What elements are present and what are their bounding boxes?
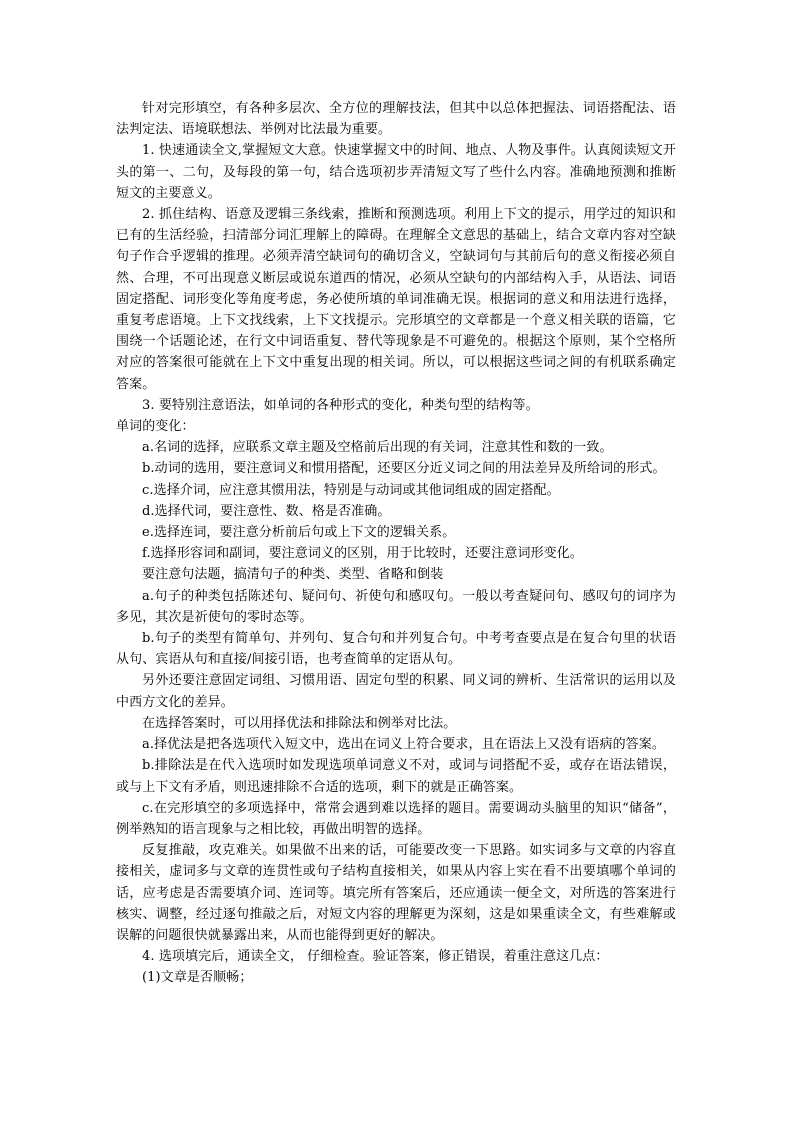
method-item-b: b.排除法是在代入选项时如发现选项单词意义不对，或词与词搭配不妥，或存在语法错误，或与上下文有矛盾，则迅速排除不合适的选项，剩下的就是正确答案。 <box>116 758 676 795</box>
document-body <box>116 98 676 989</box>
syntax-item-b: b.句子的类型有简单句、并列句、复合句和并列复合句。中考考查要点是在复合句里的状语从句、宾语从句和直接/间接引语，也考查简单的定语从句。 <box>116 631 676 668</box>
word-change-item-a: a.名词的选择，应联系文章主题及空格前后出现的有关词，注意其性和数的一致。 <box>142 440 613 456</box>
word-change-item-e: e.选择连词，要注意分析前后句或上下文的逻辑关系。 <box>142 525 456 541</box>
check-item-1: (1)文章是否顺畅； <box>142 970 253 986</box>
syntax-item-a: a.句子的种类包括陈述句、疑问句、祈使句和感叹句。一般以考查疑问句、感叹句的词序为多见，其次是祈使句的零时态等。 <box>116 588 676 625</box>
step-3-paragraph: 3. 要特别注意语法，如单词的各种形式的变化，种类句型的结构等。 <box>142 397 539 413</box>
answer-methods-heading: 在选择答案时，可以用择优法和排除法和例举对比法。 <box>142 715 457 731</box>
method-item-c: c.在完形填空的多项选择中，常常会遇到难以选择的题目。需要调动头脑里的知识“储备”，例举熟知的语言现象与之相比较，再做出明智的选择。 <box>116 800 676 837</box>
review-paragraph: 反复推敲，攻克难关。如果做不出来的话，可能要改变一下思路。如实词多与文章的内容直接相关，虚词多与文章的连贯性或句子结构直接相关，如果从内容上实在看不出要填哪个单词的话，应考虑是否需要填介词、连词等。填完所有答案后，还应通读一便全文，对所选的答案进行核实、调整，经过逐句推敲之后，对短文内容的理解更为深刻，这是如果重读全文，有些难解或误解的问题很快就暴露出来，从而也能得到更好的解决。 <box>116 843 676 943</box>
syntax-heading: 要注意句法题，搞清句子的种类、类型、省略和倒装 <box>142 567 444 583</box>
method-item-a: a.择优法是把各选项代入短文中，选出在词义上符合要求，且在语法上又没有语病的答案。 <box>142 737 665 753</box>
word-change-heading: 单词的变化： <box>116 419 195 435</box>
word-change-item-c: c.选择介词，应注意其惯用法，特别是与动词或其他词组成的固定搭配。 <box>142 482 560 498</box>
step-2-paragraph: 2. 抓住结构、语意及逻辑三条线索，推断和预测选项。利用上下文的提示，用学过的知识和已有的生活经验，扫清部分词汇理解上的障碍。在理解全文意思的基础上，结合文章内容对空缺句子作合乎逻辑的推理。必须弄清空缺词句的确切含义，空缺词句与其前后句的意义衔接必须自然、合理，不可出现意义断层或说东道西的情况，必须从空缺句的内部结构入手，从语法、词语固定搭配、词形变化等角度考虑，务必使所填的单词准确无误。根据词的意义和用法进行选择，重复考虑语境。上下文找线索，上下文找提示。完形填空的文章都是一个意义相关联的语篇，它围绕一个话题论述，在行文中词语重复、替代等现象是不可避免的。根据这个原则，某个空格所对应的答案很可能就在上下文中重复出现的相关词。所以，可以根据这些词之间的有机联系确定答案。 <box>116 207 676 392</box>
intro-paragraph: 针对完形填空，有各种多层次、全方位的理解技法，但其中以总体把握法、词语搭配法、语法判定法、语境联想法、举例对比法最为重要。 <box>116 101 676 138</box>
extra-notes-paragraph: 另外还要注意固定词组、习惯用语、固定句型的积累、同义词的辨析、生活常识的运用以及中西方文化的差异。 <box>116 673 676 710</box>
word-change-item-d: d.选择代词，要注意性、数、格是否准确。 <box>142 503 391 519</box>
step-1-paragraph: 1. 快速通读全文,掌握短文大意。快速掌握文中的时间、地点、人物及事件。认真阅读短文开头的第一、二句，及每段的第一句，结合选项初步弄清短文写了些什么内容。准确地预测和推断短文的主要意义。 <box>116 143 676 201</box>
word-change-item-f: f.选择形容词和副词，要注意词义的区别，用于比较时，还要注意词形变化。 <box>142 546 583 562</box>
step-4-paragraph: 4. 选项填完后，通读全文， 仔细检查。验证答案，修正错误，着重注意这几点： <box>142 949 609 965</box>
word-change-item-b: b.动词的选用，要注意词义和惯用搭配，还要区分近义词之间的用法差异及所给词的形式。 <box>142 461 666 477</box>
